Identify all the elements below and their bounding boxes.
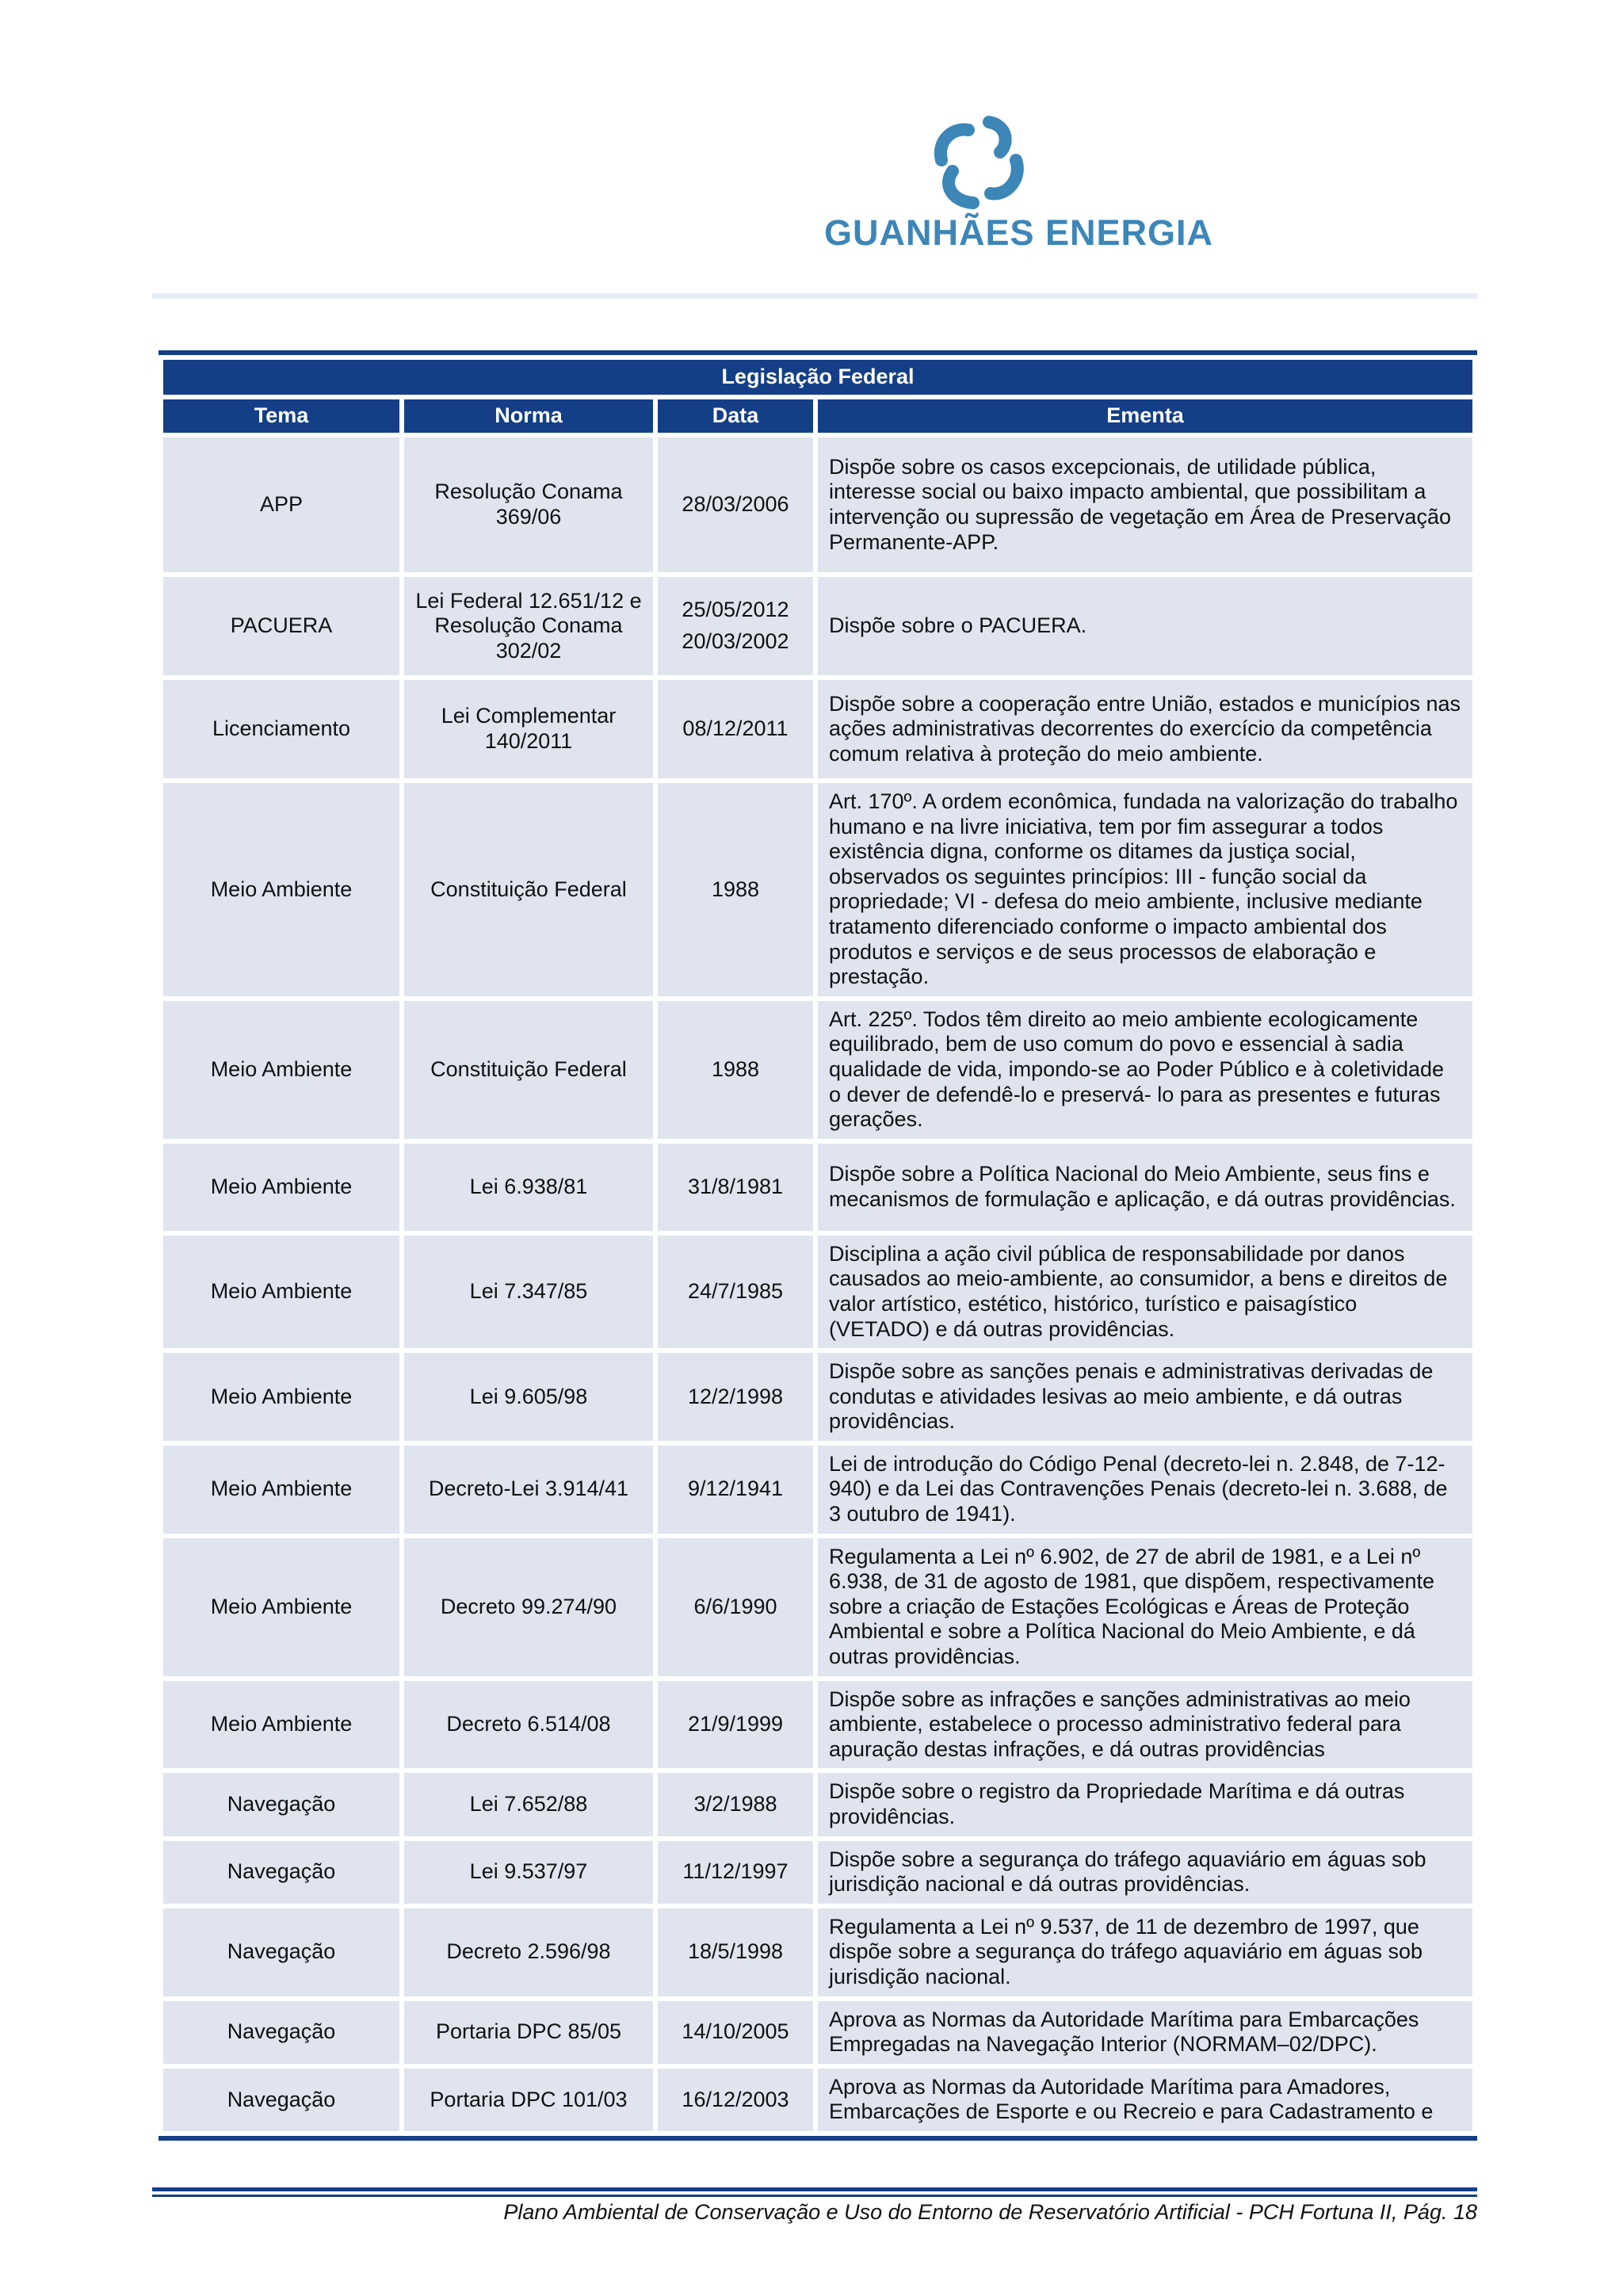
cell-norma: Lei Federal 12.651/12 e Resolução Conama 302/02	[404, 577, 653, 675]
legislation-table	[158, 350, 1477, 2141]
logo-text: GUANHÃES ENERGIA	[824, 212, 1214, 253]
cell-data: 08/12/2011	[658, 680, 813, 778]
cell-tema: Meio Ambiente	[163, 1538, 399, 1676]
cell-data: 3/2/1988	[658, 1773, 813, 1836]
cell-norma: Constituição Federal	[404, 783, 653, 996]
table-row	[163, 1841, 1472, 1904]
cell-norma: Lei 7.652/88	[404, 1773, 653, 1836]
cell-tema: Meio Ambiente	[163, 1144, 399, 1231]
column-header-tema: Tema	[163, 399, 399, 433]
cell-ementa: Regulamenta a Lei nº 6.902, de 27 de abril de 1981, e a Lei nº 6.938, de 31 de agosto de 1981, que dispõem, respectivamente sobre a criação de Estações Ecológicas e Áreas de Proteção Ambiental e sobre a Política Nacional do Meio Ambiente, e dá outras providências.	[818, 1538, 1472, 1676]
cell-tema: Meio Ambiente	[163, 1001, 399, 1139]
table-row	[163, 1001, 1472, 1139]
table-row	[163, 783, 1472, 996]
cell-data-line: 20/03/2002	[682, 629, 789, 653]
cell-tema: Navegação	[163, 2069, 399, 2131]
cell-tema: PACUERA	[163, 577, 399, 675]
cell-data: 18/5/1998	[658, 1908, 813, 1996]
cell-data: 6/6/1990	[658, 1538, 813, 1676]
cell-data: 9/12/1941	[658, 1446, 813, 1534]
table-row	[163, 437, 1472, 572]
footer-caption: Plano Ambiental de Conservação e Uso do Entorno de Reservatório Artificial - PCH Fortuna II, Pág. 18	[503, 2200, 1477, 2224]
cell-data	[658, 577, 813, 675]
cell-ementa: Dispõe sobre a segurança do tráfego aquaviário em águas sob jurisdição nacional e dá outras providências.	[818, 1841, 1472, 1904]
cell-data: 14/10/2005	[658, 2001, 813, 2064]
cell-norma: Portaria DPC 85/05	[404, 2001, 653, 2064]
cell-ementa: Art. 225º. Todos têm direito ao meio ambiente ecologicamente equilibrado, bem de uso comum do povo e essencial à sadia qualidade de vida, impondo-se ao Poder Público e à coletividade o dever de defendê-lo e preservá- lo para as presentes e futuras gerações.	[818, 1001, 1472, 1139]
cell-ementa: Dispõe sobre o registro da Propriedade Marítima e dá outras providências.	[818, 1773, 1472, 1836]
cell-norma: Decreto 6.514/08	[404, 1681, 653, 1769]
cell-ementa: Dispõe sobre os casos excepcionais, de utilidade pública, interesse social ou baixo impacto ambiental, que possibilitam a intervenção ou supressão de vegetação em Área de Preservação Permanente-APP.	[818, 437, 1472, 572]
column-header-ementa: Ementa	[818, 399, 1472, 433]
cell-ementa: Regulamenta a Lei nº 9.537, de 11 de dezembro de 1997, que dispõe sobre a segurança do tráfego aquaviário em águas sob jurisdição nacional.	[818, 1908, 1472, 1996]
cell-norma: Resolução Conama 369/06	[404, 437, 653, 572]
cell-data: 1988	[658, 1001, 813, 1139]
cell-norma: Lei 9.605/98	[404, 1353, 653, 1441]
cell-norma: Lei Complementar 140/2011	[404, 680, 653, 778]
cell-ementa: Aprova as Normas da Autoridade Marítima para Amadores, Embarcações de Esporte e ou Recreio e para Cadastramento e	[818, 2069, 1472, 2131]
table-row	[163, 1908, 1472, 1996]
cell-ementa: Dispõe sobre o PACUERA.	[818, 577, 1472, 675]
table-row	[163, 1236, 1472, 1348]
cell-norma: Decreto 2.596/98	[404, 1908, 653, 1996]
table-row	[163, 1538, 1472, 1676]
table-row	[163, 2001, 1472, 2064]
table-row	[163, 1773, 1472, 1836]
cell-tema: Navegação	[163, 1908, 399, 1996]
legislation-table-container	[158, 350, 1477, 2141]
cell-data: 21/9/1999	[658, 1681, 813, 1769]
cell-data: 24/7/1985	[658, 1236, 813, 1348]
cell-ementa: Dispõe sobre as infrações e sanções administrativas ao meio ambiente, estabelece o processo administrativo federal para apuração destas infrações, e dá outras providências	[818, 1681, 1472, 1769]
cell-norma: Portaria DPC 101/03	[404, 2069, 653, 2131]
cell-ementa: Dispõe sobre as sanções penais e administrativas derivadas de condutas e atividades lesivas ao meio ambiente, e dá outras providências.	[818, 1353, 1472, 1441]
cell-ementa: Lei de introdução do Código Penal (decreto-lei n. 2.848, de 7-12-940) e da Lei das Contravenções Penais (decreto-lei n. 3.688, de 3 outubro de 1941).	[818, 1446, 1472, 1534]
table-row	[163, 680, 1472, 778]
cell-tema: Navegação	[163, 1773, 399, 1836]
cell-norma: Lei 7.347/85	[404, 1236, 653, 1348]
column-header-norma: Norma	[404, 399, 653, 433]
logo-swirl-icon	[927, 111, 1030, 214]
cell-tema: Meio Ambiente	[163, 1353, 399, 1441]
table-header-row	[163, 399, 1472, 433]
table-row	[163, 1144, 1472, 1231]
cell-ementa: Art. 170º. A ordem econômica, fundada na valorização do trabalho humano e na livre iniciativa, tem por fim assegurar a todos existência digna, conforme os ditames da justiça social, observados os seguintes princípios: III - função social da propriedade; VI - defesa do meio ambiente, inclusive mediante tratamento diferenciado conforme o impacto ambiental dos produtos e serviços e de seus processos de elaboração e prestação.	[818, 783, 1472, 996]
table-row	[163, 1681, 1472, 1769]
cell-tema: Meio Ambiente	[163, 783, 399, 996]
cell-tema: Meio Ambiente	[163, 1681, 399, 1769]
cell-tema: APP	[163, 437, 399, 572]
cell-data: 28/03/2006	[658, 437, 813, 572]
table-title-row	[163, 360, 1472, 395]
cell-data: 11/12/1997	[658, 1841, 813, 1904]
cell-ementa: Disciplina a ação civil pública de responsabilidade por danos causados ao meio-ambiente, ao consumidor, a bens e direitos de valor artístico, estético, histórico, turístico e paisagístico (VETADO) e dá outras providências.	[818, 1236, 1472, 1348]
cell-norma: Lei 9.537/97	[404, 1841, 653, 1904]
cell-data: 16/12/2003	[658, 2069, 813, 2131]
footer-divider-thin	[152, 2195, 1477, 2197]
cell-norma: Decreto 99.274/90	[404, 1538, 653, 1676]
cell-tema: Licenciamento	[163, 680, 399, 778]
cell-data: 31/8/1981	[658, 1144, 813, 1231]
cell-data-line: 25/05/2012	[682, 598, 789, 622]
cell-ementa: Dispõe sobre a Política Nacional do Meio Ambiente, seus fins e mecanismos de formulação e aplicação, e dá outras providências.	[818, 1144, 1472, 1231]
table-row	[163, 577, 1472, 675]
column-header-data: Data	[658, 399, 813, 433]
table-title: Legislação Federal	[163, 360, 1472, 395]
cell-data: 1988	[658, 783, 813, 996]
cell-tema: Meio Ambiente	[163, 1236, 399, 1348]
header-divider	[152, 293, 1477, 299]
cell-norma: Lei 6.938/81	[404, 1144, 653, 1231]
cell-data: 12/2/1998	[658, 1353, 813, 1441]
footer-divider	[152, 2187, 1477, 2191]
cell-tema: Navegação	[163, 1841, 399, 1904]
cell-norma: Decreto-Lei 3.914/41	[404, 1446, 653, 1534]
cell-norma: Constituição Federal	[404, 1001, 653, 1139]
cell-tema: Meio Ambiente	[163, 1446, 399, 1534]
table-row	[163, 1446, 1472, 1534]
cell-ementa: Dispõe sobre a cooperação entre União, estados e municípios nas ações administrativas decorrentes do exercício da competência comum relativa à proteção do meio ambiente.	[818, 680, 1472, 778]
cell-ementa: Aprova as Normas da Autoridade Marítima para Embarcações Empregadas na Navegação Interior (NORMAM–02/DPC).	[818, 2001, 1472, 2064]
cell-tema: Navegação	[163, 2001, 399, 2064]
company-logo	[824, 111, 1214, 253]
table-row	[163, 2069, 1472, 2131]
table-row	[163, 1353, 1472, 1441]
